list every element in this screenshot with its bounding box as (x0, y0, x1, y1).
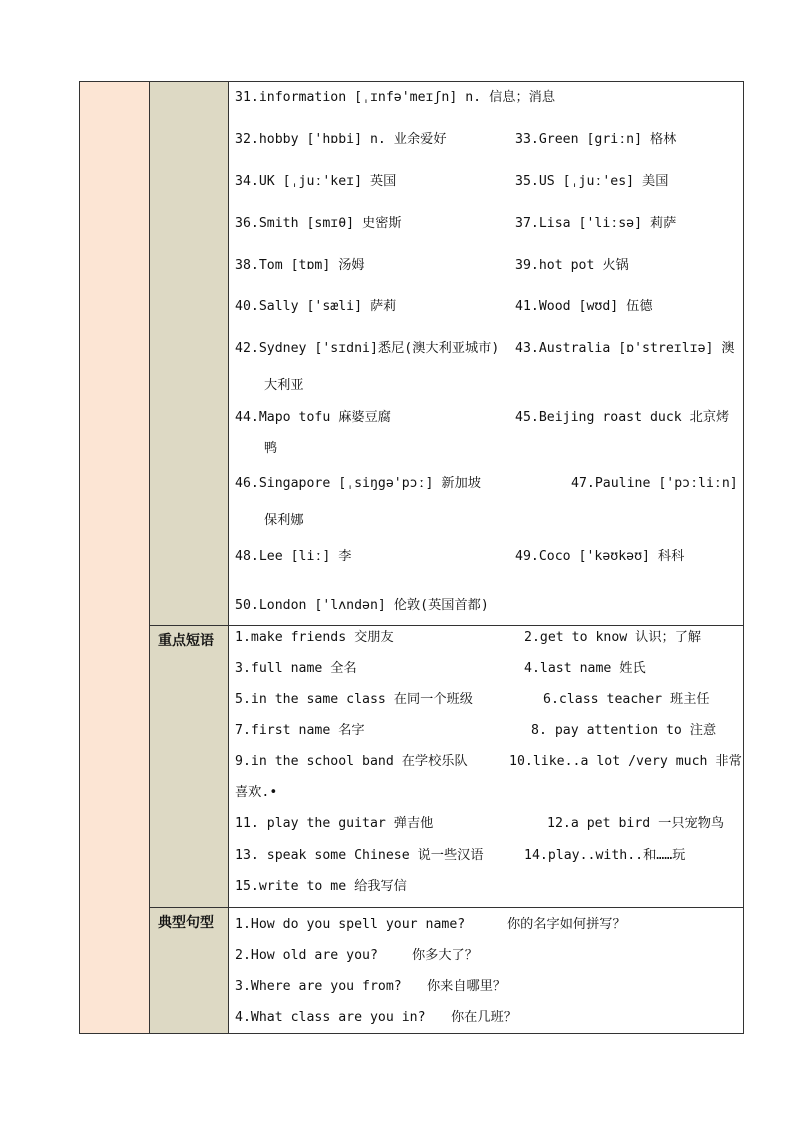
phrase-item: 11. play the guitar 弹吉他 (235, 816, 434, 831)
sentences-label: 典型句型 (158, 915, 214, 931)
phrase-item: 10.like..a lot /very much 非常 (509, 754, 742, 769)
vocabulary-item: 44.Mapo tofu 麻婆豆腐 (235, 410, 391, 425)
vocabulary-item: 保利娜 (264, 513, 304, 528)
vocabulary-item: 38.Tom [tɒm] 汤姆 (235, 258, 365, 273)
phrase-item: 5.in the same class 在同一个班级 (235, 692, 473, 707)
sentence-item: 1.How do you spell your name? (235, 917, 466, 932)
vocabulary-table (79, 81, 744, 1034)
vocabulary-item: 49.Coco ['kəʊkəʊ] 科科 (515, 549, 685, 564)
vocabulary-item: 42.Sydney ['sɪdni]悉尼(澳大利亚城市) (235, 341, 500, 356)
vocabulary-item: 43.Australia [ɒ'streɪlɪə] 澳 (515, 341, 735, 356)
phrase-item: 13. speak some Chinese 说一些汉语 (235, 848, 484, 863)
sentences-content-cell (229, 908, 744, 1034)
vocabulary-item: 40.Sally ['sæli] 萨莉 (235, 299, 397, 314)
vocabulary-item: 大利亚 (264, 378, 304, 393)
vocabulary-item: 39.hot pot 火锅 (515, 258, 629, 273)
vocabulary-item: 46.Singapore [ˌsiŋgə'pɔː] 新加坡 (235, 476, 481, 491)
vocabulary-item: 47.Pauline ['pɔːliːn] (571, 476, 738, 491)
sentence-item: 你在几班？ (451, 1010, 517, 1025)
vocabulary-list (229, 82, 743, 625)
phrase-item: 9.in the school band 在学校乐队 (235, 754, 468, 769)
phrase-item: 4.last name 姓氏 (524, 661, 646, 676)
vocabulary-item: 鸭 (264, 441, 278, 456)
sentence-item: 你来自哪里？ (427, 979, 507, 994)
vocabulary-item: 41.Wood [wʊd] 伍德 (515, 299, 653, 314)
vocab-content-cell (229, 82, 744, 626)
phrase-item: 12.a pet bird 一只宠物鸟 (547, 816, 725, 831)
phrases-list (229, 626, 743, 907)
sentence-item: 你多大了？ (412, 948, 478, 963)
sentence-item: 4.What class are you in? (235, 1010, 426, 1025)
category-column (80, 82, 150, 1034)
vocabulary-item: 34.UK [ˌjuː'keɪ] 英国 (235, 174, 397, 189)
sentence-item: 你的名字如何拼写？ (507, 917, 626, 932)
phrase-item: 喜欢.• (235, 785, 278, 800)
vocabulary-item: 45.Beijing roast duck 北京烤 (515, 410, 730, 425)
vocabulary-item: 48.Lee [liː] 李 (235, 549, 352, 564)
phrase-item: 15.write to me 给我写信 (235, 879, 407, 894)
phrases-content-cell (229, 626, 744, 908)
vocabulary-item: 32.hobby ['hɒbi] n. 业余爱好 (235, 132, 447, 147)
vocabulary-item: 50.London ['lʌndən] 伦敦(英国首都) (235, 598, 489, 613)
phrase-item: 14.play..with..和……玩 (524, 848, 686, 863)
sentences-label-cell (150, 908, 229, 1034)
phrase-item: 3.full name 全名 (235, 661, 357, 676)
phrase-item: 1.make friends 交朋友 (235, 630, 394, 645)
vocab-label-cell (150, 82, 229, 626)
sentences-list (229, 908, 743, 1033)
sentence-item: 3.Where are you from? (235, 979, 402, 994)
vocabulary-item: 31.information [ˌɪnfə'meɪʃn] n. 信息；消息 (235, 90, 556, 105)
phrase-item: 6.class teacher 班主任 (543, 692, 710, 707)
phrases-label: 重点短语 (158, 633, 214, 649)
phrase-item: 7.first name 名字 (235, 723, 365, 738)
phrases-label-cell (150, 626, 229, 908)
vocabulary-item: 33.Green [griːn] 格林 (515, 132, 677, 147)
sentence-item: 2.How old are you? (235, 948, 378, 963)
vocabulary-item: 36.Smith [smɪθ] 史密斯 (235, 216, 402, 231)
phrase-item: 2.get to know 认识；了解 (524, 630, 702, 645)
vocabulary-item: 35.US [ˌjuː'es] 美国 (515, 174, 669, 189)
vocabulary-item: 37.Lisa ['liːsə] 莉萨 (515, 216, 677, 231)
phrase-item: 8. pay attention to 注意 (531, 723, 717, 738)
